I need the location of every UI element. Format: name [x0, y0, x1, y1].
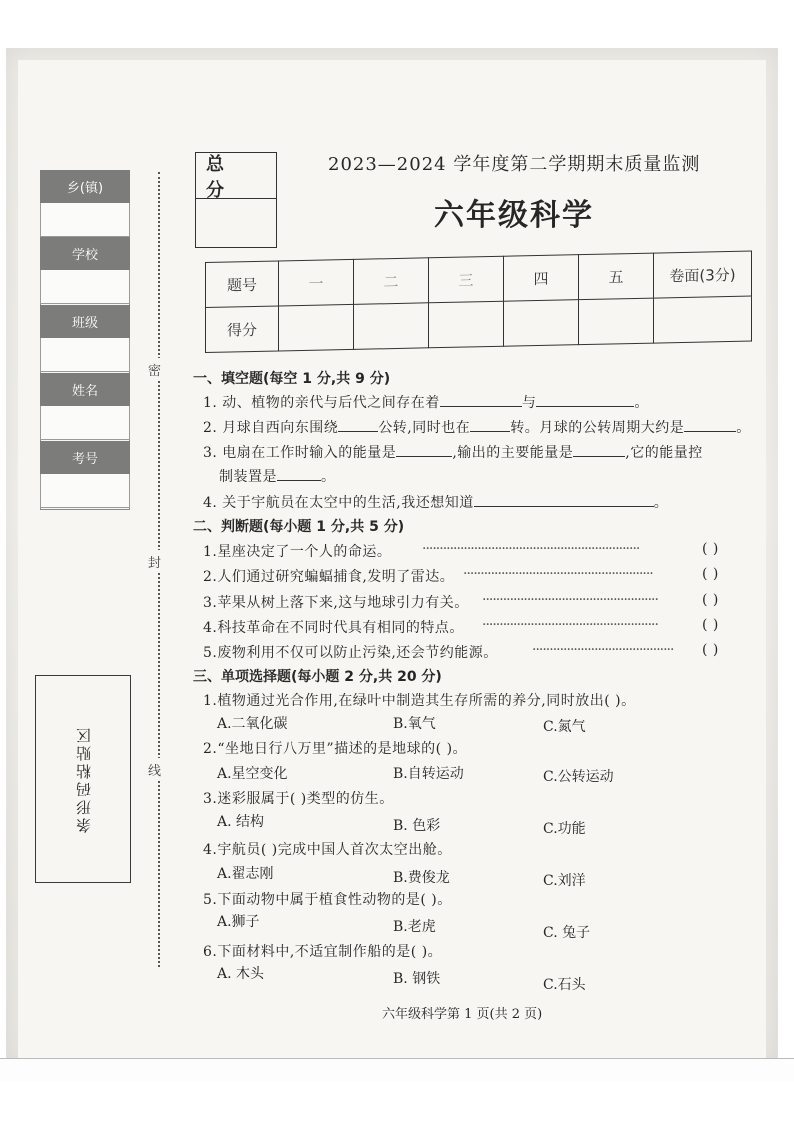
q2-text: 转。月球的公转周期大约是 — [510, 420, 685, 436]
answer-blank[interactable] — [470, 417, 510, 432]
answer-blank[interactable] — [277, 466, 321, 481]
score-header-cell: 四 — [504, 255, 579, 302]
exam-paper — [18, 60, 766, 1060]
answer-blank[interactable] — [474, 492, 654, 507]
section-fill-title: 一、填空题(每空 1 分,共 9 分) — [193, 371, 391, 387]
dot-leader: ··················································· — [482, 592, 658, 608]
score-header-cell: 一 — [279, 259, 354, 306]
choice-option[interactable]: C.功能 — [543, 821, 586, 837]
page-footer: 六年级科学第 1 页(共 2 页) — [382, 1007, 543, 1022]
exam-number-field[interactable] — [40, 474, 130, 508]
score-table — [205, 251, 752, 353]
q2-text: 公转,同时也在 — [378, 420, 471, 436]
choice-option[interactable]: B.老虎 — [393, 919, 436, 935]
subject-title: 六年级科学 — [434, 198, 594, 233]
fill-question-2 — [203, 417, 751, 437]
choice-option[interactable]: A. 结构 — [217, 814, 265, 830]
score-row-label: 得分 — [206, 306, 279, 353]
choice-option[interactable]: C. 兔子 — [543, 925, 591, 941]
score-header-cell: 卷面(3分) — [654, 251, 752, 298]
q1-text: 与 — [521, 395, 537, 411]
score-header-cell: 五 — [579, 253, 654, 300]
answer-blank[interactable] — [440, 392, 522, 407]
q3-text: ,输出的主要能量是 — [452, 445, 574, 461]
fill-question-3 — [203, 442, 703, 462]
score-cell[interactable] — [429, 301, 504, 348]
score-cell[interactable] — [504, 300, 579, 347]
q3-text: 3. 电扇在工作时输入的能量是 — [203, 445, 397, 461]
score-header-cell: 三 — [429, 256, 504, 303]
q1-text: 1. 动、植物的亲代与后代之间存在着 — [203, 395, 440, 411]
answer-bracket[interactable]: ( ) — [702, 642, 719, 658]
seal-char-mi: 密 — [148, 358, 161, 381]
choice-option[interactable]: C.石头 — [543, 977, 586, 993]
barcode-area — [35, 675, 131, 883]
q4-text: 4. 关于宇航员在太空中的生活,我还想知道 — [203, 495, 474, 511]
sidebar-label-town: 乡(镇) — [40, 170, 130, 203]
section-choice-title: 三、单项选择题(每小题 2 分,共 20 分) — [193, 669, 442, 685]
school-field[interactable] — [40, 270, 130, 304]
q1-text: 。 — [634, 395, 649, 411]
score-cell[interactable] — [279, 304, 354, 351]
score-header-cell: 题号 — [206, 261, 279, 308]
choice-question: 1.植物通过光合作用,在绿叶中制造其生存所需的养分,同时放出( )。 — [203, 693, 636, 709]
choice-option[interactable]: C.氮气 — [543, 719, 586, 735]
judge-item: 5.废物利用不仅可以防止污染,还会节约能源。 — [203, 645, 498, 661]
fill-question-3-continued — [219, 466, 336, 486]
score-cell[interactable] — [579, 298, 654, 345]
answer-bracket[interactable]: ( ) — [702, 592, 719, 608]
name-field[interactable] — [40, 406, 130, 440]
score-header-cell: 二 — [354, 258, 429, 305]
judge-item: 3.苹果从树上落下来,这与地球引力有关。 — [203, 595, 469, 611]
choice-question: 4.宇航员( )完成中国人首次太空出舱。 — [203, 842, 452, 858]
answer-blank[interactable] — [684, 417, 736, 432]
class-field[interactable] — [40, 338, 130, 372]
score-cell[interactable] — [654, 296, 752, 343]
q2-text: 2. 月球自西向东围绕 — [203, 420, 339, 436]
dot-leader: ··················································· — [482, 617, 658, 633]
bottom-strip — [0, 1058, 794, 1081]
choice-option[interactable]: C.公转运动 — [543, 769, 614, 785]
dot-leader: ········································· — [532, 642, 674, 658]
choice-option[interactable]: C.刘洋 — [543, 873, 586, 889]
choice-option[interactable]: B.自转运动 — [393, 766, 464, 782]
total-score-box — [195, 152, 277, 248]
q3-text: ,它的能量控 — [625, 445, 703, 461]
answer-blank[interactable] — [536, 392, 634, 407]
choice-option[interactable]: B. 色彩 — [393, 818, 441, 834]
dot-leader: ······················································· — [463, 566, 653, 582]
section-judge-title: 二、判断题(每小题 1 分,共 5 分) — [193, 519, 405, 535]
choice-question: 5.下面动物中属于植食性动物的是( )。 — [203, 892, 452, 908]
dot-leader: ······························································· — [422, 541, 640, 557]
sidebar-label-exam-number: 考号 — [40, 441, 130, 474]
choice-question: 3.迷彩服属于( )类型的仿生。 — [203, 791, 394, 807]
choice-option[interactable]: A. 木头 — [217, 966, 265, 982]
q4-text: 。 — [653, 495, 669, 511]
sidebar-label-school: 学校 — [40, 237, 130, 270]
choice-option[interactable]: A.星空变化 — [217, 766, 288, 782]
choice-option[interactable]: A.翟志刚 — [217, 866, 274, 882]
barcode-label: 条形码粘贴区 — [74, 725, 93, 833]
fill-question-4 — [203, 492, 668, 512]
answer-bracket[interactable]: ( ) — [702, 617, 719, 633]
judge-item: 4.科技革命在不同时代具有相同的特点。 — [203, 620, 464, 636]
fill-question-1 — [203, 392, 649, 412]
choice-question: 6.下面材料中,不适宜制作船的是( )。 — [203, 944, 443, 960]
sidebar-label-name: 姓名 — [40, 373, 130, 406]
town-field[interactable] — [40, 203, 130, 237]
choice-question: 2.“坐地日行八万里”描述的是地球的( )。 — [203, 741, 468, 757]
choice-option[interactable]: B.费俊龙 — [393, 870, 450, 886]
choice-option[interactable]: A.二氧化碳 — [217, 716, 288, 732]
total-score-label: 总 分 — [196, 153, 276, 199]
choice-option[interactable]: B. 钢铁 — [393, 971, 441, 987]
seal-char-xian: 线 — [148, 758, 161, 781]
choice-option[interactable]: B.氧气 — [393, 716, 436, 732]
choice-option[interactable]: A.狮子 — [217, 914, 260, 930]
judge-item: 1.星座决定了一个人的命运。 — [203, 544, 392, 560]
seal-char-feng: 封 — [148, 550, 161, 573]
q3-text: 制装置是 — [219, 469, 277, 485]
q2-text: 。 — [736, 420, 751, 436]
answer-bracket[interactable]: ( ) — [702, 566, 719, 582]
sidebar-label-class: 班级 — [40, 305, 130, 338]
exam-title: 2023—2024 学年度第二学期期末质量监测 — [328, 154, 701, 175]
answer-blank[interactable] — [396, 442, 452, 457]
answer-blank[interactable] — [573, 442, 625, 457]
answer-bracket[interactable]: ( ) — [702, 541, 719, 557]
judge-item: 2.人们通过研究蝙蝠捕食,发明了雷达。 — [203, 569, 455, 585]
q3-text: 。 — [321, 469, 336, 485]
answer-blank[interactable] — [338, 417, 378, 432]
score-cell[interactable] — [354, 303, 429, 350]
